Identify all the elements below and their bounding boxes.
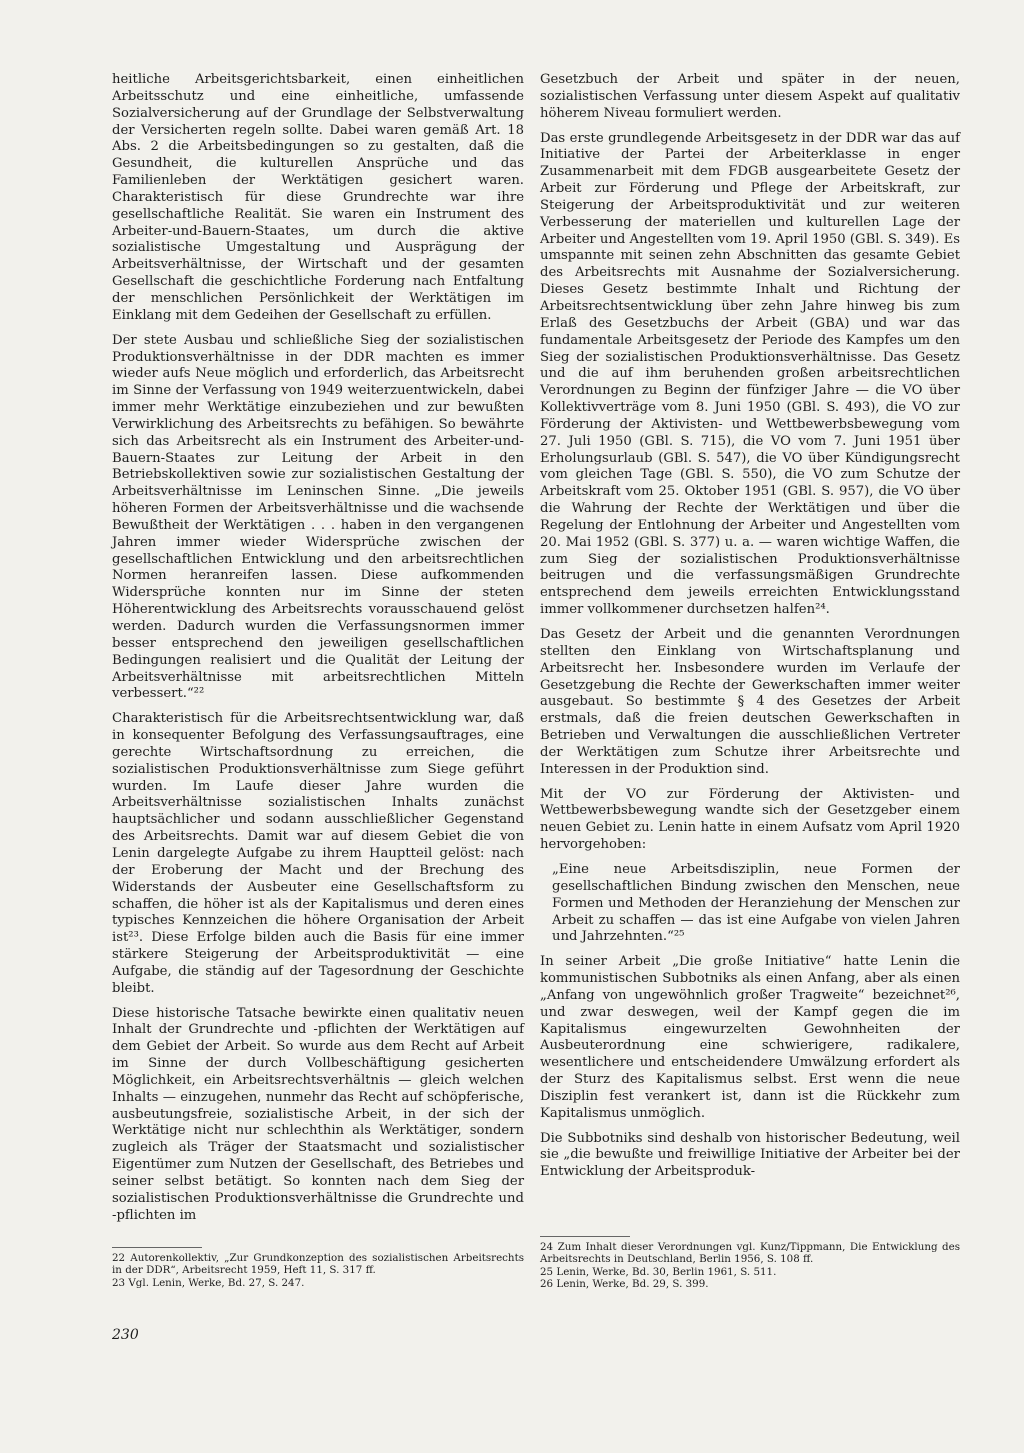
- block-quote: „Eine neue Arbeitsdisziplin, neue Formen der gesellschaftlichen Bindung zwischen den Menschen, neue Formen und Methoden der Heranziehung der Menschen zur Arbeit zu schaffen — das ist eine Aufgabe von vielen Jahren und Jahrzehnten.“²⁵: [552, 861, 960, 945]
- left-column: [112, 72, 524, 1233]
- footnote: 24 Zum Inhalt dieser Verordnungen vgl. Kunz/Tippmann, Die Entwicklung des Arbeitsrechts in Deutschland, Berlin 1956, S. 108 ff.: [540, 1241, 960, 1266]
- paragraph: Charakteristisch für die Arbeitsrechtsentwicklung war, daß in konsequenter Befolgung des Verfassungsauftrages, eine gerechte Wirtschaftsordnung zu erreichen, die sozialistischen Produktionsverhältnisse zum Siege geführt wurden. Im Laufe dieser Jahre wurden die Arbeitsverhältnisse sozialistischen Inhalts zunächst hauptsächlicher und sodann ausschließlicher Gegenstand des Arbeitsrechts. Damit war auf diesem Gebiet die von Lenin dargelegte Aufgabe zu ihrem Hauptteil gelöst: nach der Eroberung der Macht und der Brechung des Widerstands der Ausbeuter eine Gesellschaftsform zu schaffen, die höher ist als der Kapitalismus und deren eines typisches Kennzeichen die höhere Organisation der Arbeit ist²³. Diese Erfolge bilden auch die Basis für eine immer stärkere Steigerung der Arbeitsproduktivität — eine Aufgabe, die ständig auf der Tagesordnung der Geschichte bleibt.: [112, 711, 524, 996]
- footnote-rule: [112, 1247, 202, 1248]
- paragraph: In seiner Arbeit „Die große Initiative“ hatte Lenin die kommunistischen Subbotniks als einen Anfang, aber als einen „Anfang von ungewöhnlich großer Tragweite“ bezeichnet²⁶, und zwar deswegen, weil der Kampf gegen die im Kapitalismus eingewurzelten Gewohnheiten der Ausbeuterordnung eine schwierigere, radikalere, wesentlichere und entscheidendere Umwälzung erfordert als der Sturz des Kapitalismus selbst. Erst wenn die neue Disziplin fest verankert ist, dann ist die Rückkehr zum Kapitalismus unmöglich.: [540, 954, 960, 1121]
- footnote: 26 Lenin, Werke, Bd. 29, S. 399.: [540, 1278, 709, 1291]
- footnote: 23 Vgl. Lenin, Werke, Bd. 27, S. 247.: [112, 1276, 305, 1289]
- right-column: [540, 72, 960, 1189]
- paragraph: Diese historische Tatsache bewirkte einen qualitativ neuen Inhalt der Grundrechte und -pflichten der Werktätigen auf dem Gebiet der Arbeit. So wurde aus dem Recht auf Arbeit im Sinne der durch Vollbeschäftigung gesicherten Möglichkeit, ein Arbeitsrechtsverhältnis — gleich welchen Inhalts — einzugehen, nunmehr das Recht auf schöpferische, ausbeutungsfreie, sozialistische Arbeit, in der sich der Werktätige nicht nur schlechthin als Werktätiger, sondern zugleich als Träger der Staatsmacht und sozialistischer Eigentümer zum Nutzen der Gesellschaft, des Betriebes und seiner selbst betätigt. So konnten nach dem Sieg der sozialistischen Produktionsverhältnisse die Grundrechte und -pflichten im: [112, 1005, 524, 1223]
- footnote-rule: [540, 1236, 630, 1237]
- paragraph: Gesetzbuch der Arbeit und später in der neuen, sozialistischen Verfassung unter diesem Aspekt auf qualitativ höherem Niveau formuliert werden.: [540, 72, 960, 121]
- footnote: 25 Lenin, Werke, Bd. 30, Berlin 1961, S. 511.: [540, 1265, 777, 1278]
- paragraph: Das erste grundlegende Arbeitsgesetz in der DDR war das auf Initiative der Partei der Arbeiterklasse in enger Zusammenarbeit mit dem FDGB ausgearbeitete Gesetz der Arbeit zur Förderung und Pflege der Arbeitskraft, zur Steigerung der Arbeitsproduktivität und zur weiteren Verbesserung der materiellen und kulturellen Lage der Arbeiter und Angestellten vom 19. April 1950 (GBl. S. 349). Es umspannte mit seinen zehn Abschnitten das gesamte Gebiet des Arbeitsrechts mit Ausnahme der Sozialversicherung. Dieses Gesetz bestimmte Inhalt und Richtung der Arbeitsrechtsentwicklung über zehn Jahre hinweg bis zum Erlaß des Gesetzbuchs der Arbeit (GBA) und war das fundamentale Arbeitsgesetz der Periode des Kampfes um den Sieg der sozialistischen Produktionsverhältnisse. Das Gesetz und die auf ihm beruhenden großen arbeitsrechtlichen Verordnungen zu Beginn der fünfziger Jahre — die VO über Kollektivverträge vom 8. Juni 1950 (GBl. S. 493), die VO zur Förderung der Aktivisten- und Wettbewerbsbewegung vom 27. Juli 1950 (GBl. S. 715), die VO vom 7. Juni 1951 über Erholungsurlaub (GBl. S. 547), die VO über Kündigungsrecht vom gleichen Tage (GBl. S. 550), die VO zum Schutze der Arbeitskraft vom 25. Oktober 1951 (GBl. S. 957), die VO über die Wahrung der Rechte der Werktätigen und über die Regelung der Entlohnung der Arbeiter und Angestellten vom 20. Mai 1952 (GBl. S. 377) u. a. — waren wichtige Waffen, die zum Sieg der sozialistischen Produktionsverhältnisse beitrugen und die verfassungsmäßigen Grundrechte entsprechend dem jeweils erreichten Entwicklungsstand immer vollkommener durchsetzen halfen²⁴.: [540, 130, 960, 618]
- footnote: 22 Autorenkollektiv, „Zur Grundkonzeption des sozialistischen Arbeitsrechts in der DDR“, Arbeitsrecht 1959, Heft 11, S. 317 ff.: [112, 1252, 524, 1277]
- paragraph: heitliche Arbeitsgerichtsbarkeit, einen einheitlichen Arbeitsschutz und eine einheitliche, umfassende Sozialversicherung auf der Grundlage der Selbstverwaltung der Versicherten regeln sollte. Dabei waren gemäß Art. 18 Abs. 2 die Arbeitsbedingungen so zu gestalten, daß die Gesundheit, die kulturellen Ansprüche und das Familienleben der Werktätigen gesichert waren. Charakteristisch für diese Grundrechte war ihre gesellschaftliche Realität. Sie waren ein Instrument des Arbeiter-und-Bauern-Staates, um durch die aktive sozialistische Umgestaltung und Ausprägung der Arbeitsverhältnisse, der Wirtschaft und der gesamten Gesellschaft die geschichtliche Forderung nach Entfaltung der menschlichen Persönlichkeit der Werktätigen im Einklang mit dem Gedeihen der Gesellschaft zu erfüllen.: [112, 72, 524, 323]
- page-number: 230: [112, 1327, 139, 1343]
- paragraph: Das Gesetz der Arbeit und die genannten Verordnungen stellten den Einklang von Wirtschaftsplanung und Arbeitsrecht her. Insbesondere wurden im Verlaufe der Gesetzgebung die Rechte der Gewerkschaften immer weiter ausgebaut. So bestimmte § 4 des Gesetzes der Arbeit erstmals, daß die freien deutschen Gewerkschaften in Betrieben und Verwaltungen die ausschließlichen Vertreter der Werktätigen zum Schutze ihrer Arbeitsrechte und Interessen in der Produktion sind.: [540, 627, 960, 777]
- paragraph: Mit der VO zur Förderung der Aktivisten- und Wettbewerbsbewegung wandte sich der Gesetzgeber einem neuen Gebiet zu. Lenin hatte in einem Aufsatz vom April 1920 hervorgehoben:: [540, 786, 960, 853]
- paragraph: Der stete Ausbau und schließliche Sieg der sozialistischen Produktionsverhältnisse in der DDR machten es immer wieder aufs Neue möglich und erforderlich, das Arbeitsrecht im Sinne der Verfassung von 1949 weiterzuentwickeln, dabei immer mehr Werktätige einzubeziehen und zur bewußten Verwirklichung des Arbeitsrechts zu befähigen. So bewährte sich das Arbeitsrecht als ein Instrument des Arbeiter-und-Bauern-Staates zur Leitung der Arbeit in den Betriebskollektiven sowie zur sozialistischen Gestaltung der Arbeitsverhältnisse im Leninschen Sinne. „Die jeweils höheren Formen der Arbeitsverhältnisse und die wachsende Bewußtheit der Werktätigen . . . haben in den vergangenen Jahren immer wieder Widersprüche zwischen der gesellschaftlichen Entwicklung und den arbeitsrechtlichen Normen heranreifen lassen. Diese aufkommenden Widersprüche konnten nur im Sinne der steten Höherentwicklung des Arbeitsrechts vorausschauend gelöst werden. Dadurch wurden die Verfassungsnormen immer besser entsprechend den jeweiligen gesellschaftlichen Bedingungen realisiert und die Qualität der Leitung der Arbeitsverhältnisse mit arbeitsrechtlichen Mitteln verbessert.“²²: [112, 332, 524, 702]
- paragraph: Die Subbotniks sind deshalb von historischer Bedeutung, weil sie „die bewußte und freiwillige Initiative der Arbeiter bei der Entwicklung der Arbeitsproduk-: [540, 1130, 960, 1180]
- footnotes-left: [112, 1245, 524, 1289]
- footnotes-right: [540, 1234, 960, 1291]
